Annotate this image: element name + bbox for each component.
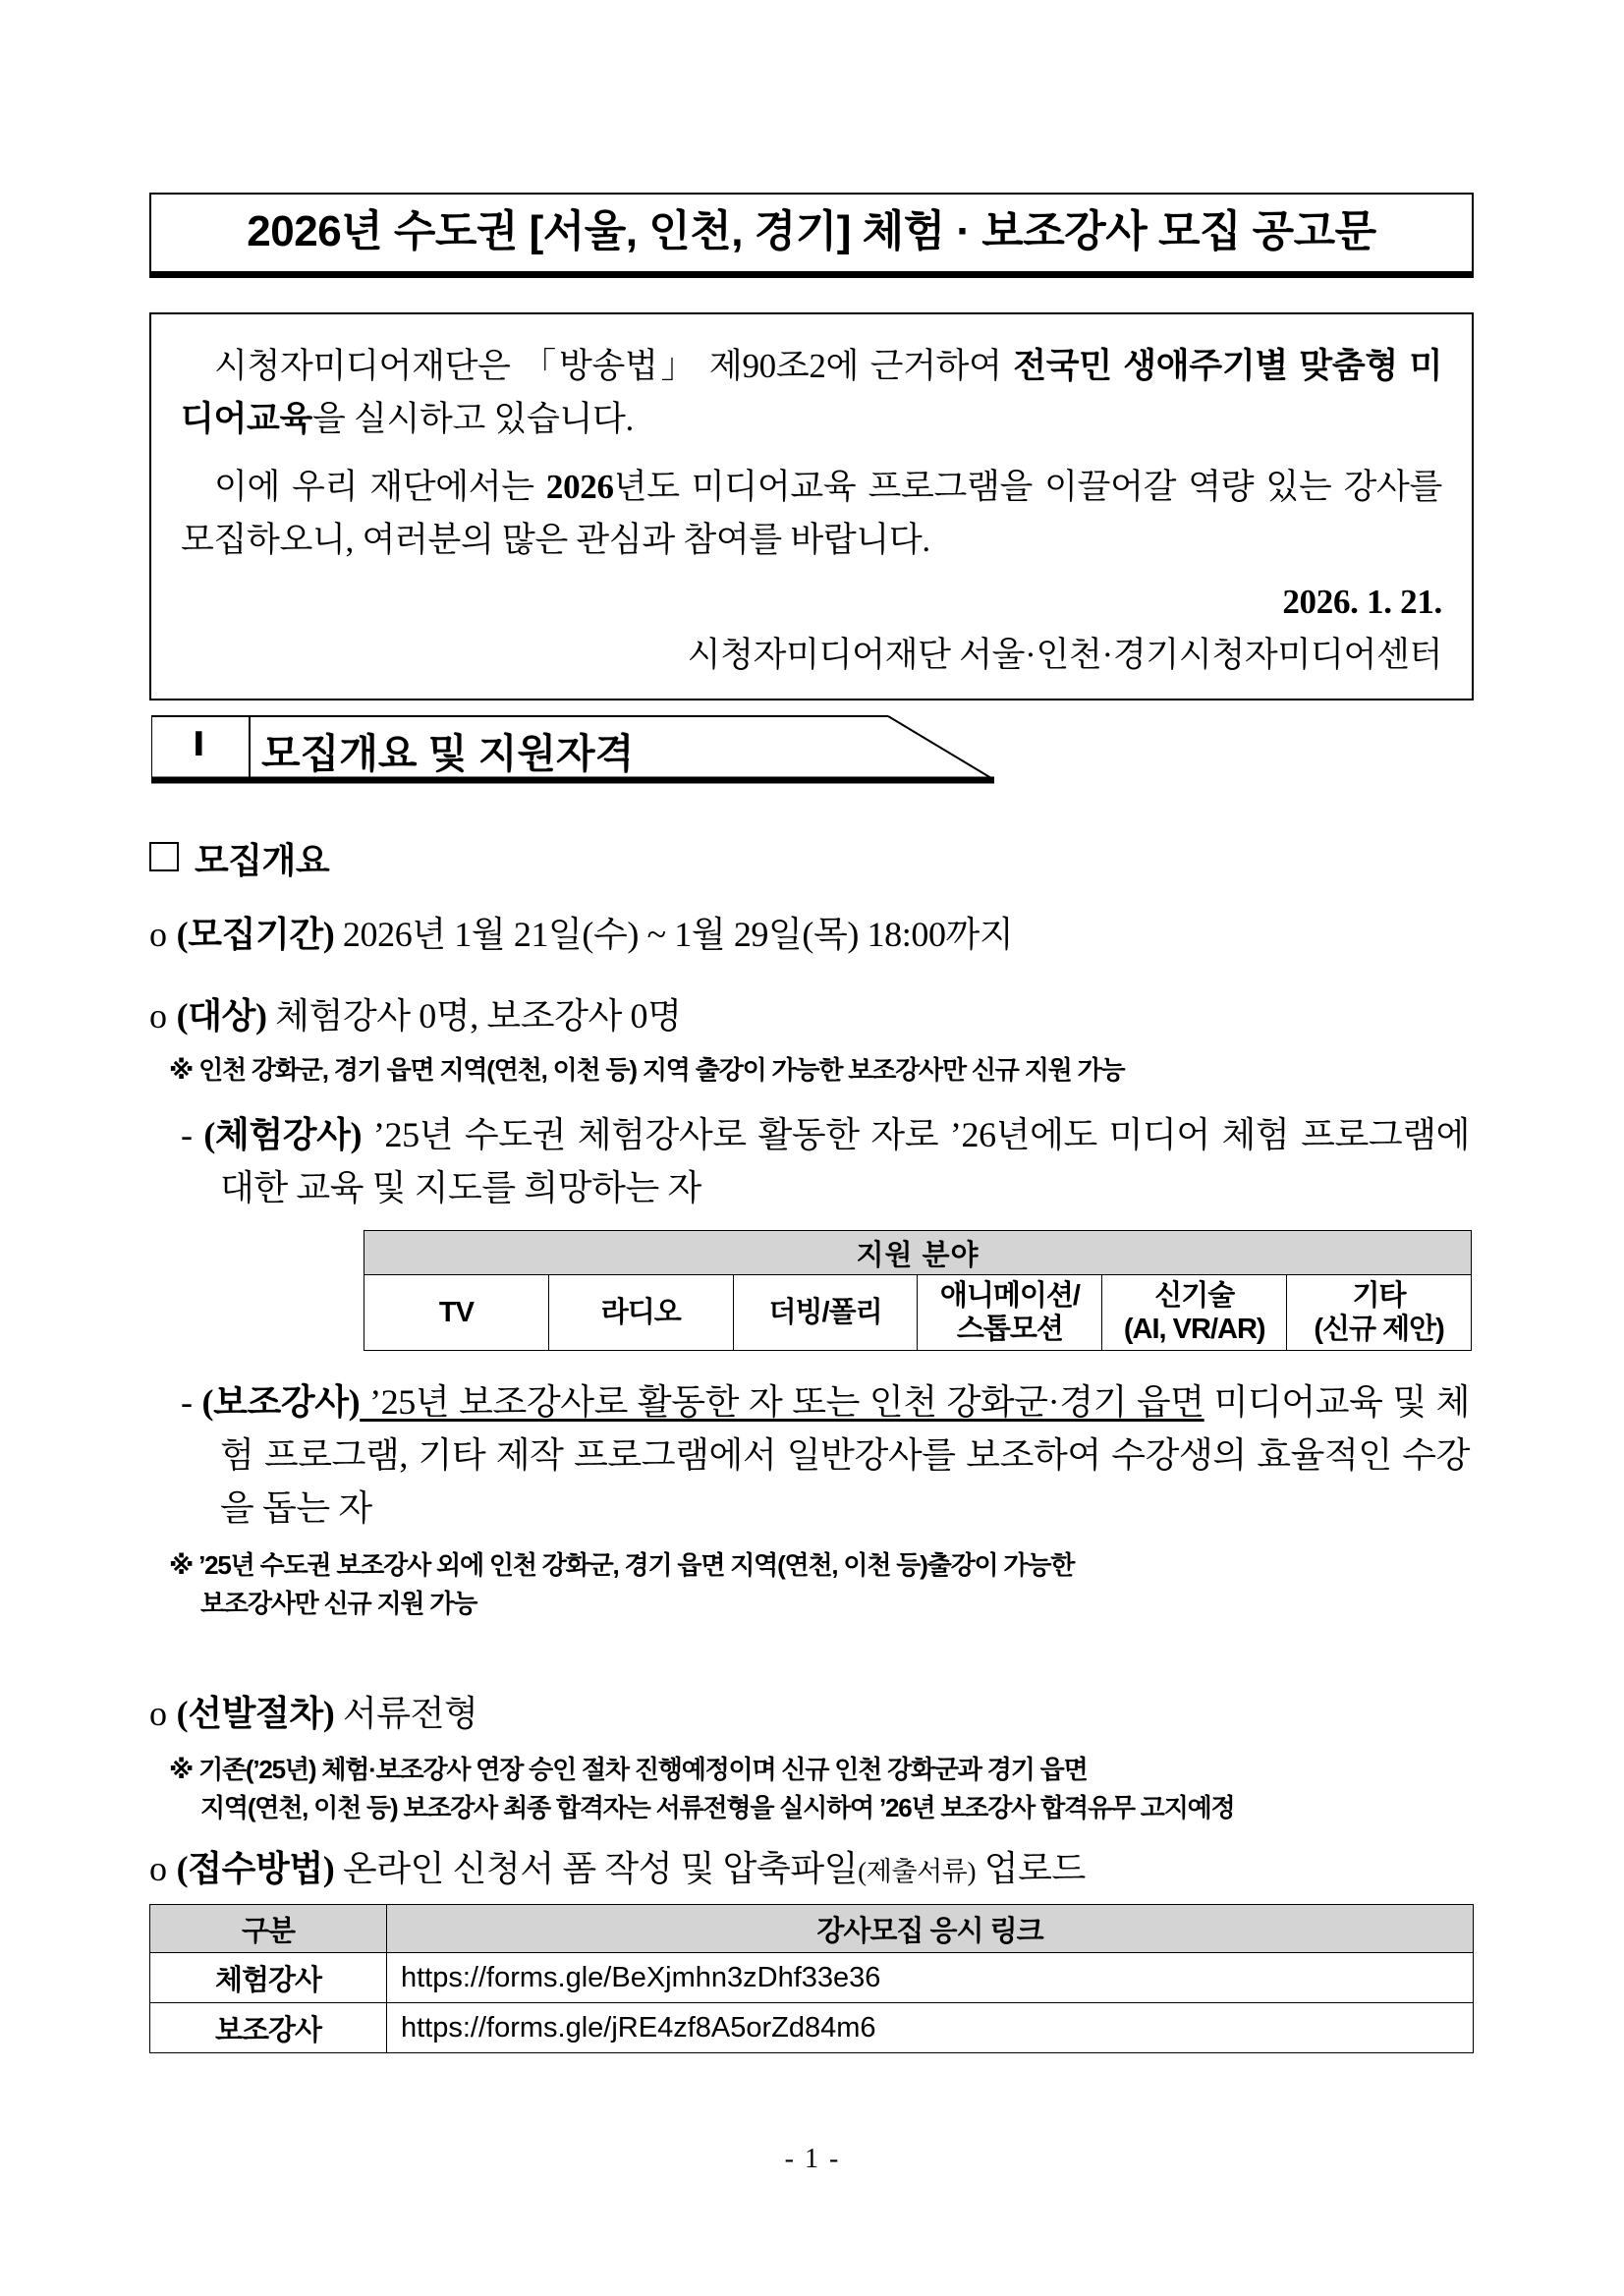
field-tv-line1: TV: [438, 1296, 474, 1328]
selection-value: 서류전형: [334, 1694, 478, 1733]
links-row-1-category: 보조강사: [150, 2003, 387, 2053]
item-application-method: [149, 1843, 1476, 1894]
item-target: [149, 990, 1476, 1090]
intro-date: 2026. 1. 21.: [1282, 583, 1442, 621]
field-dubbing-line1: 더빙/폴리: [768, 1296, 882, 1328]
field-other-line2: (신규 제안): [1314, 1314, 1444, 1345]
assistant-note-line-1: ※ ’25년 수도권 보조강사 외에 인천 강화군, 경기 읍면 지역(연천, 이천 등)출강이 가능한: [169, 1550, 1075, 1580]
intro-p1-part-a: 시청자미디어재단은 「방송법」 제90조2에 근거하여: [214, 347, 1014, 385]
page-footer: - 1 -: [784, 2144, 841, 2174]
field-radio-line1: 라디오: [600, 1296, 681, 1328]
item-assistant-instructor: [149, 1375, 1470, 1623]
field-animation-line2: 스톱모션: [956, 1314, 1063, 1345]
section-heading: [151, 713, 1065, 784]
o-bullet-icon: o: [149, 915, 167, 954]
selection-label: (선발절차): [176, 1694, 335, 1733]
overview-heading: [149, 833, 1476, 883]
links-table-header-row: [150, 1905, 1474, 1953]
field-cell-animation: [918, 1275, 1102, 1351]
fields-table: [364, 1230, 1472, 1351]
application-text-after: 업로드: [976, 1849, 1086, 1888]
target-label: (대상): [176, 996, 267, 1036]
overview-heading-block: [149, 833, 1476, 883]
table-row: [150, 2003, 1474, 2053]
links-table-wrap: [149, 1904, 1474, 2053]
target-note: ※ 인천 강화군, 경기 읍면 지역(연천, 이천 등) 지역 출강이 가능한 보조강사만 신규 지원 가능: [169, 1055, 1125, 1086]
application-label: (접수방법): [176, 1849, 335, 1888]
field-animation-line1: 애니메이션/: [939, 1279, 1080, 1312]
o-bullet-icon: o: [149, 1849, 167, 1888]
item-selection-process: [149, 1688, 1476, 1827]
links-row-1-url[interactable]: https://forms.gle/jRE4zf8A5orZd84m6: [387, 2003, 1474, 2053]
links-header-category: 구분: [150, 1905, 387, 1953]
page-title: 2026년 수도권 [서울, 인천, 경기] 체험 · 보조강사 모집 공고문: [247, 207, 1376, 255]
section-number: Ⅰ: [193, 726, 205, 763]
fields-table-row: [364, 1275, 1472, 1351]
target-value: 체험강사 0명, 보조강사 0명: [266, 996, 682, 1036]
experience-instructor-label: (체험강사): [203, 1115, 363, 1154]
fields-table-header: 지원 분야: [364, 1231, 1472, 1275]
application-small-note: (제출서류): [858, 1857, 977, 1886]
intro-box: [149, 312, 1474, 700]
intro-p2-part-c: 년도 미디어교육 프로그램을 이끌어갈 역량 있는 강사를 모집하오니, 여러분의 많은 관심과 참여를 바랍니다.: [181, 467, 1442, 559]
item-experience-instructor: [149, 1108, 1470, 1214]
recruitment-period-label: (모집기간): [176, 915, 335, 954]
item-recruitment-period: [149, 909, 1476, 960]
links-header-link: 강사모집 응시 링크: [387, 1905, 1474, 1953]
dash-bullet-icon: -: [181, 1382, 193, 1422]
intro-p1-part-c: 을 실시하고 있습니다.: [312, 400, 634, 439]
intro-paragraph-1: [181, 340, 1442, 447]
square-bullet-icon: [149, 842, 179, 871]
field-cell-other: [1287, 1275, 1472, 1351]
field-cell-radio: [548, 1275, 733, 1351]
experience-instructor-text: ’25년 수도권 체험강사로 활동한 자로 ’26년에도 미디어 체험 프로그램에 대한 교육 및 지도를 희망하는 자: [220, 1115, 1470, 1207]
selection-note-line-1: ※ 기존(’25년) 체험·보조강사 연장 승인 절차 진행예정이며 신규 인천 강화군과 경기 읍면: [169, 1755, 1088, 1785]
o-bullet-icon: o: [149, 996, 167, 1036]
intro-organization: 시청자미디어재단 서울·인천·경기시청자미디어센터: [687, 636, 1442, 674]
section-label: 모집개요 및 지원자격: [261, 731, 635, 776]
assistant-instructor-label: (보조강사): [201, 1382, 361, 1422]
fields-table-wrap: [364, 1230, 1472, 1351]
intro-p1-emphasis: 전국민 생애주기별 맞춤형 미디어교육: [181, 347, 1442, 439]
field-other-line1: 기타: [1352, 1279, 1406, 1312]
o-bullet-icon: o: [149, 1694, 167, 1733]
links-table: [149, 1904, 1474, 2053]
overview-heading-label: 모집개요: [195, 840, 330, 880]
recruitment-period-value: 2026년 1월 21일(수) ~ 1월 29일(목) 18:00까지: [334, 915, 1014, 954]
links-row-0-url[interactable]: https://forms.gle/BeXjmhn3zDhf33e36: [387, 1953, 1474, 2003]
field-cell-newtech: [1102, 1275, 1287, 1351]
title-block: [149, 193, 1474, 278]
assistant-instructor-underlined: ’25년 보조강사로 활동한 자 또는 인천 강화군·경기 읍면: [360, 1382, 1204, 1422]
intro-paragraph-2: [181, 461, 1442, 568]
application-text: 온라인 신청서 폼 작성 및 압축파일: [334, 1849, 859, 1888]
assistant-note-line-2: 보조강사만 신규 지원 가능: [200, 1589, 477, 1618]
assistant-instructor-text: 미디어교육 및 체험 프로그램, 기타 제작 프로그램에서 일반강사를 보조하여 수강생의 효율적인 수강을 돕는 자: [220, 1382, 1471, 1528]
intro-p2-part-a: 이에 우리 재단에서는: [214, 467, 546, 506]
field-cell-tv: [364, 1275, 549, 1351]
field-cell-dubbing: [733, 1275, 918, 1351]
intro-p2-year: 2026: [545, 467, 614, 506]
table-row: [150, 1953, 1474, 2003]
fields-table-header-row: [364, 1231, 1472, 1275]
dash-bullet-icon: -: [181, 1115, 193, 1154]
selection-note-line-2: 지역(연천, 이천 등) 보조강사 최종 합격자는 서류전형을 실시하여 ’26년 보조강사 합격유무 고지예정: [200, 1793, 1235, 1823]
title-box: [149, 193, 1474, 278]
links-row-0-category: 체험강사: [150, 1953, 387, 2003]
field-newtech-line2: (AI, VR/AR): [1123, 1314, 1265, 1345]
field-newtech-line1: 신기술: [1154, 1279, 1235, 1312]
